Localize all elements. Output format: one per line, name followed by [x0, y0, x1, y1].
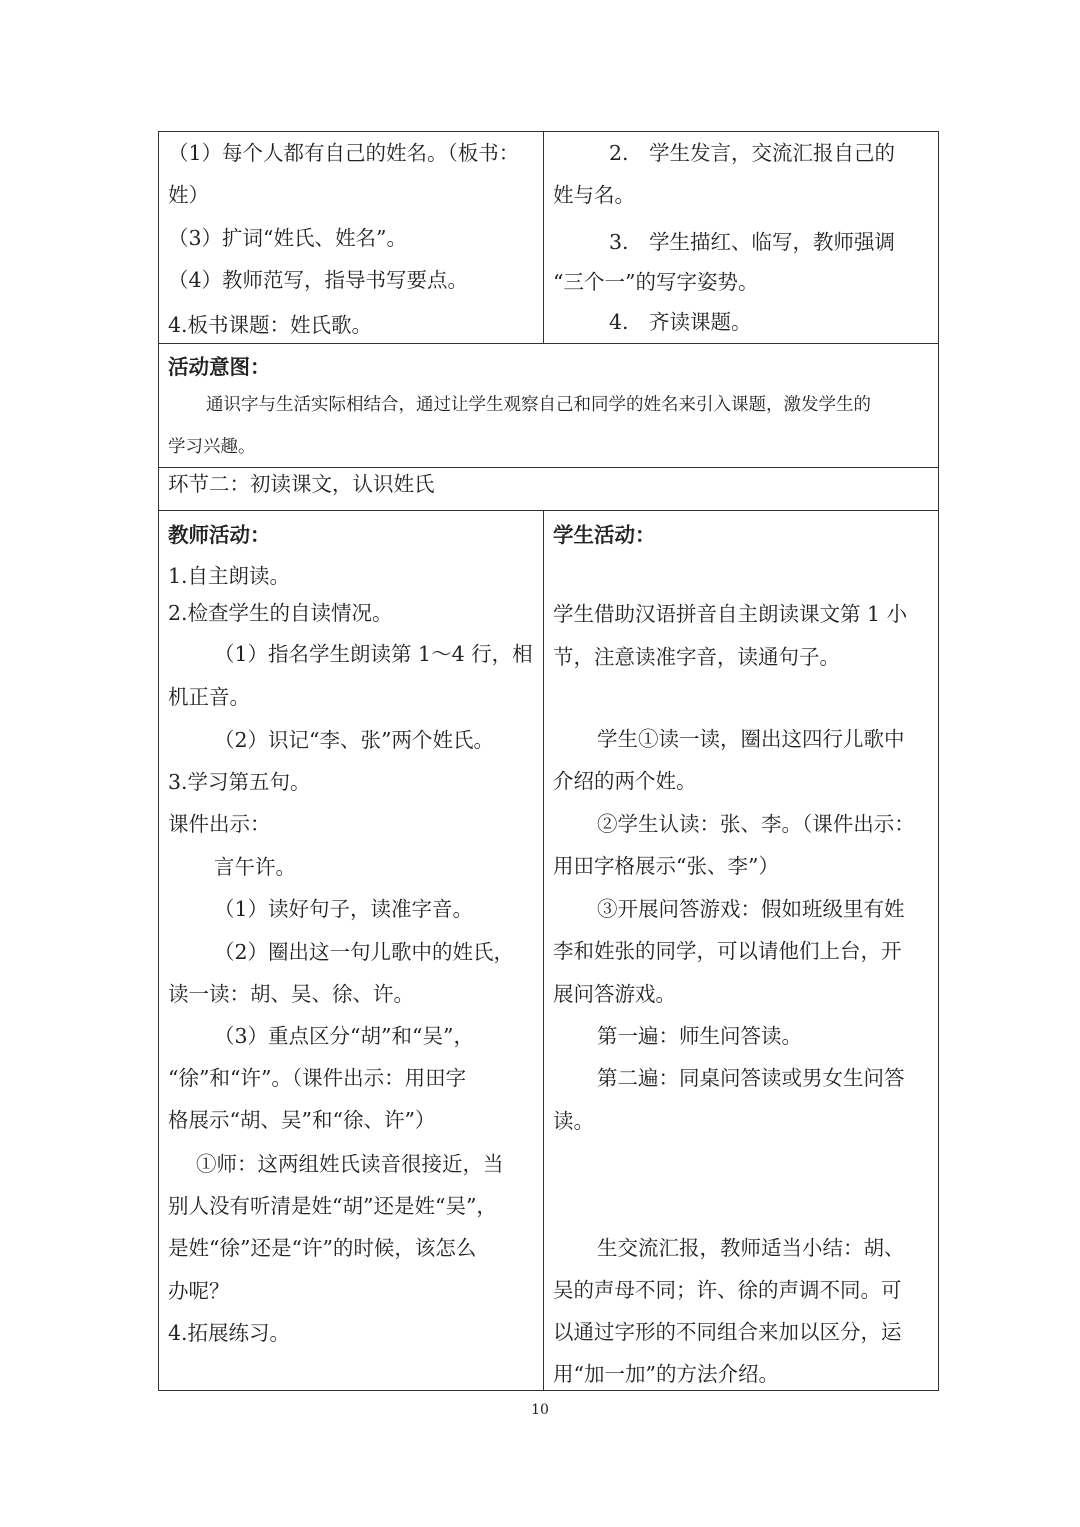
text-line: （1）读好句子，读准字音。: [214, 897, 474, 921]
section-title: 环节二：初读课文，认识姓氏: [168, 472, 435, 496]
text-line: 3. 学生描红、临写，教师强调: [609, 230, 896, 254]
text-line: 姓）: [168, 183, 209, 207]
text-line: 1.自主朗读。: [168, 564, 291, 588]
text-line: 用“加一加”的方法介绍。: [553, 1362, 779, 1386]
text-line: 节，注意读准字音，读通句子。: [553, 645, 840, 669]
intent-heading: 活动意图：: [168, 355, 271, 379]
text-line: 用田字格展示“张、李”）: [553, 854, 779, 878]
text-line: 3.学习第五句。: [168, 770, 311, 794]
text-line: 4.板书课题：姓氏歌。: [168, 313, 373, 337]
text-line: 以通过字形的不同组合来加以区分，运: [553, 1320, 902, 1344]
text-line: （2）圈出这一句儿歌中的姓氏，: [214, 940, 515, 964]
section-title-row: [159, 468, 938, 511]
section-title-cell: [159, 468, 938, 510]
text-line: “徐”和“许”。（课件出示：用田字: [168, 1066, 467, 1090]
lesson-plan-table: [158, 131, 939, 1391]
text-line: 格展示“胡、吴”和“徐、许”）: [168, 1108, 436, 1132]
row-activities-part1: [159, 132, 938, 344]
text-line: （1）指名学生朗读第 1～4 行，相: [214, 642, 533, 666]
text-line: 课件出示：: [168, 812, 271, 836]
text-line: 读。: [553, 1109, 594, 1133]
text-line: 学生①读一读，圈出这四行儿歌中: [597, 727, 905, 751]
teacher-activity-heading: 教师活动：: [168, 523, 271, 547]
text-line: “三个一”的写字姿势。: [553, 270, 759, 294]
text-line: （2）识记“李、张”两个姓氏。: [214, 728, 495, 752]
text-line: 第一遍：师生问答读。: [597, 1024, 802, 1048]
text-line: 吴的声母不同；许、徐的声调不同。可: [553, 1278, 902, 1302]
text-line: 李和姓张的同学，可以请他们上台，开: [553, 939, 902, 963]
text-line: （1）每个人都有自己的姓名。（板书：: [168, 141, 520, 165]
teacher-cell-part1: [159, 132, 544, 343]
text-line: 姓与名。: [553, 183, 635, 207]
activity-intent-row: [159, 344, 938, 468]
text-line: ③开展问答游戏：假如班级里有姓: [597, 897, 905, 921]
text-line: 办呢？: [168, 1279, 230, 1303]
text-line: （3）扩词“姓氏、姓名”。: [168, 226, 408, 250]
student-cell-part1: [544, 132, 938, 343]
text-line: 4.拓展练习。: [168, 1321, 291, 1345]
text-line: 学生借助汉语拼音自主朗读课文第 1 小: [553, 602, 908, 626]
student-activity-cell: [544, 511, 938, 1390]
text-line: 第二遍：同桌问答读或男女生问答: [597, 1066, 905, 1090]
text-line: ②学生认读：张、李。（课件出示：: [597, 812, 915, 836]
page-number: 10: [531, 1402, 549, 1418]
text-line: 4. 齐读课题。: [609, 310, 752, 334]
intent-text-line: 学习兴趣。: [168, 437, 256, 457]
text-line: 介绍的两个姓。: [553, 769, 697, 793]
text-line: 生交流汇报，教师适当小结：胡、: [597, 1236, 905, 1260]
text-line: 展问答游戏。: [553, 982, 676, 1006]
student-activity-heading: 学生活动：: [553, 523, 656, 547]
text-line: 读一读：胡、吴、徐、许。: [168, 982, 414, 1006]
text-line: ①师：这两组姓氏读音很接近，当: [196, 1152, 504, 1176]
text-line: 是姓“徐”还是“许”的时候，该怎么: [168, 1236, 477, 1260]
text-line: 别人没有听清是姓“胡”还是姓“吴”，: [168, 1194, 497, 1218]
text-line: 机正音。: [168, 685, 250, 709]
teacher-activity-cell: [159, 511, 544, 1390]
text-line: 2. 学生发言，交流汇报自己的: [609, 141, 896, 165]
intent-text-line: 通识字与生活实际相结合，通过让学生观察自己和同学的姓名来引入课题，激发学生的: [206, 395, 871, 415]
activity-intent-cell: [159, 344, 938, 467]
text-line: （4）教师范写，指导书写要点。: [168, 268, 469, 292]
row-activities-part2: [159, 511, 938, 1390]
text-line: （3）重点区分“胡”和“吴”，: [214, 1024, 474, 1048]
text-line: 言午许。: [214, 855, 296, 879]
text-line: 2.检查学生的自读情况。: [168, 601, 393, 625]
